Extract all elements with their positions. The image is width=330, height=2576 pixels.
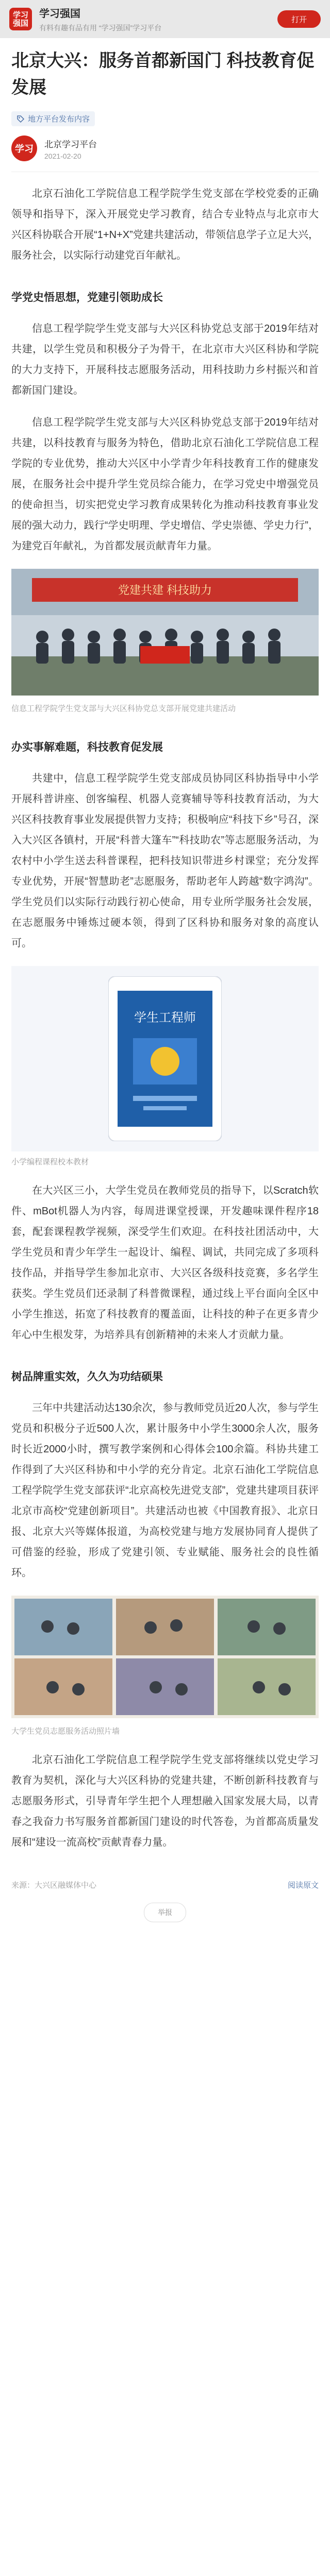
author-row [11, 135, 319, 161]
paragraph: 信息工程学院学生党支部与大兴区科协党总支部于2019年结对共建，以科技教育与服务为特色，借助北京石油化工学院信息工程学院的专业优势，推动大兴区中小学青少年科技教育工作的健康发展，在服务社会中提升学生党员综合能力，在学习党史中增强党员的使命担当，切实把党史学习教育成果转化为推动科技教育事业发展的强大动力，践行“学史明理、学史增信、学史崇德、学史力行”，为建党百年献礼，为首都发展贡献青年力量。 [11, 417, 319, 552]
section-heading: 办实事解难题，科技教育促发展 [11, 741, 163, 753]
photo-caption: 信息工程学院学生党支部与大兴区科协党总支部开展党建共建活动 [11, 704, 236, 713]
report-button[interactable]: 举报 [144, 1903, 186, 1922]
section-heading: 树品牌重实效，久久为功结硕果 [11, 1371, 163, 1383]
publish-time: 2021-02-20 [44, 151, 81, 160]
article [0, 47, 330, 1853]
paragraph: 北京石油化工学院信息工程学院学生党支部在学校党委的正确领导和指导下，深入开展党史学习教育，结合专业特点与北京市大兴区科协联合开展“1+N+X”党建共建活动，带领信息学子立足大兴，服务社会，以实际行动建党百年献礼。 [11, 188, 319, 261]
report-row [11, 1903, 319, 1922]
textbook-cover-icon [108, 976, 222, 1141]
textbook-photo[interactable] [11, 966, 319, 1151]
author-name[interactable]: 北京学习平台 [44, 139, 97, 149]
photo-wall[interactable] [11, 1596, 319, 1718]
paragraph: 共建中，信息工程学院学生党支部成员协同区科协指导中小学开展科普讲座、创客编程、机器人竞赛辅导等科技教育活动，为大兴区科技教育事业发展提供智力支持；积极响应“科技下乡”号召，深入大兴区各镇村，开展“科普大篷车”“科技助农”等志愿服务活动，为农村中小学生送去科普课程，把科技知识带进乡村课堂；充分发挥专业优势，开展“智慧助老”志愿服务，帮助老年人跨越“数字鸿沟”。学生党员们以实际行动践行初心使命，用专业所学服务社会发展，在志愿服务中锤炼过硬本领，得到了区科协和服务对象的高度认可。 [11, 773, 319, 949]
author-meta [44, 137, 97, 160]
app-info [39, 5, 261, 33]
photo-caption: 大学生党员志愿服务活动照片墙 [11, 1727, 120, 1736]
read-original-link[interactable]: 阅读原文 [287, 1881, 319, 1890]
app-download-banner [0, 0, 330, 38]
source-credit: 来源：大兴区融媒体中心 [11, 1881, 97, 1890]
book-title: 学生工程师 [134, 1011, 196, 1025]
tag-icon [16, 115, 25, 123]
photo-block [11, 569, 319, 716]
source-row [11, 111, 319, 126]
article-footer [0, 1864, 330, 1922]
banner-text: 党建共建 科技助力 [118, 584, 212, 597]
source-tag-label: 地方平台发布内容 [28, 115, 90, 124]
open-app-button[interactable]: 打开 [277, 10, 321, 28]
paragraph: 在大兴区三小，大学生党员在教师党员的指导下，以Scratch软件、mBot机器人为内容，每周进课堂授课，开发趣味课件程序18套，配套课程教学视频，深受学生们欢迎。在科技社团活动中，大学生党员和青少年学生一起设计、编程、调试，共同完成了多项科技作品，并指导学生参加北京市、大兴区各级科技竞赛，多名学生获奖。学生党员们还录制了科普微课程，通过线上平台面向全区中小学生推送，拓宽了科技教育的覆盖面，让科技的种子在更多青少年心中生根发芽，为培养具有创新精神的未来人才贡献力量。 [11, 1185, 319, 1341]
article-title: 北京大兴：服务首都新国门 科技教育促发展 [11, 51, 315, 97]
paragraph: 信息工程学院学生党支部与大兴区科协党总支部于2019年结对共建，以学生党员和积极分子为骨干，在北京市大兴区科协和学院的大力支持下，开展科技志愿服务活动，用科技助力乡村振兴和首都新国门建设。 [11, 323, 319, 396]
section-heading: 学党史悟思想，党建引领助成长 [11, 292, 163, 303]
photo-block [11, 1596, 319, 1738]
paragraph: 三年中共建活动达130余次，参与教师党员近20人次，参与学生党员和积极分子近500人次，累计服务中小学生3000余人次，服务时长近2000小时，撰写教学案例和心得体会100余篇。科协共建工作得到了大兴区科协和中小学的充分肯定。北京石油化工学院信息工程学院学生党支部获评“北京高校先进党支部”，党建共建项目获评北京市高校“党建创新项目”。共建活动也被《中国教育报》、北京日报、北京大兴等媒体报道，为高校党建与地方发展协同育人提供了可借鉴的经验，形成了党建引领、专业赋能、服务社会的良性循环。 [11, 1402, 319, 1579]
photo-block [11, 966, 319, 1169]
photo-caption: 小学编程课程校本教材 [11, 1158, 89, 1166]
group-photo[interactable] [11, 569, 319, 696]
app-slogan: 有料有趣有品有用 “学习强国”学习平台 [39, 24, 162, 32]
source-tag[interactable] [11, 111, 95, 126]
app-name: 学习强国 [39, 8, 80, 20]
author-avatar[interactable]: 学习 [11, 135, 37, 161]
paragraph: 北京石油化工学院信息工程学院学生党支部将继续以党史学习教育为契机，深化与大兴区科协的党建共建，不断创新科技教育与志愿服务形式，引导青年学生把个人理想融入国家发展大局，以青春之我奋力书写服务首都新国门建设的时代答卷，为首都高质量发展和“建设一流高校”贡献青春力量。 [11, 1754, 319, 1848]
footer-row [11, 1879, 319, 1890]
app-logo: 学习强国 [9, 8, 32, 30]
